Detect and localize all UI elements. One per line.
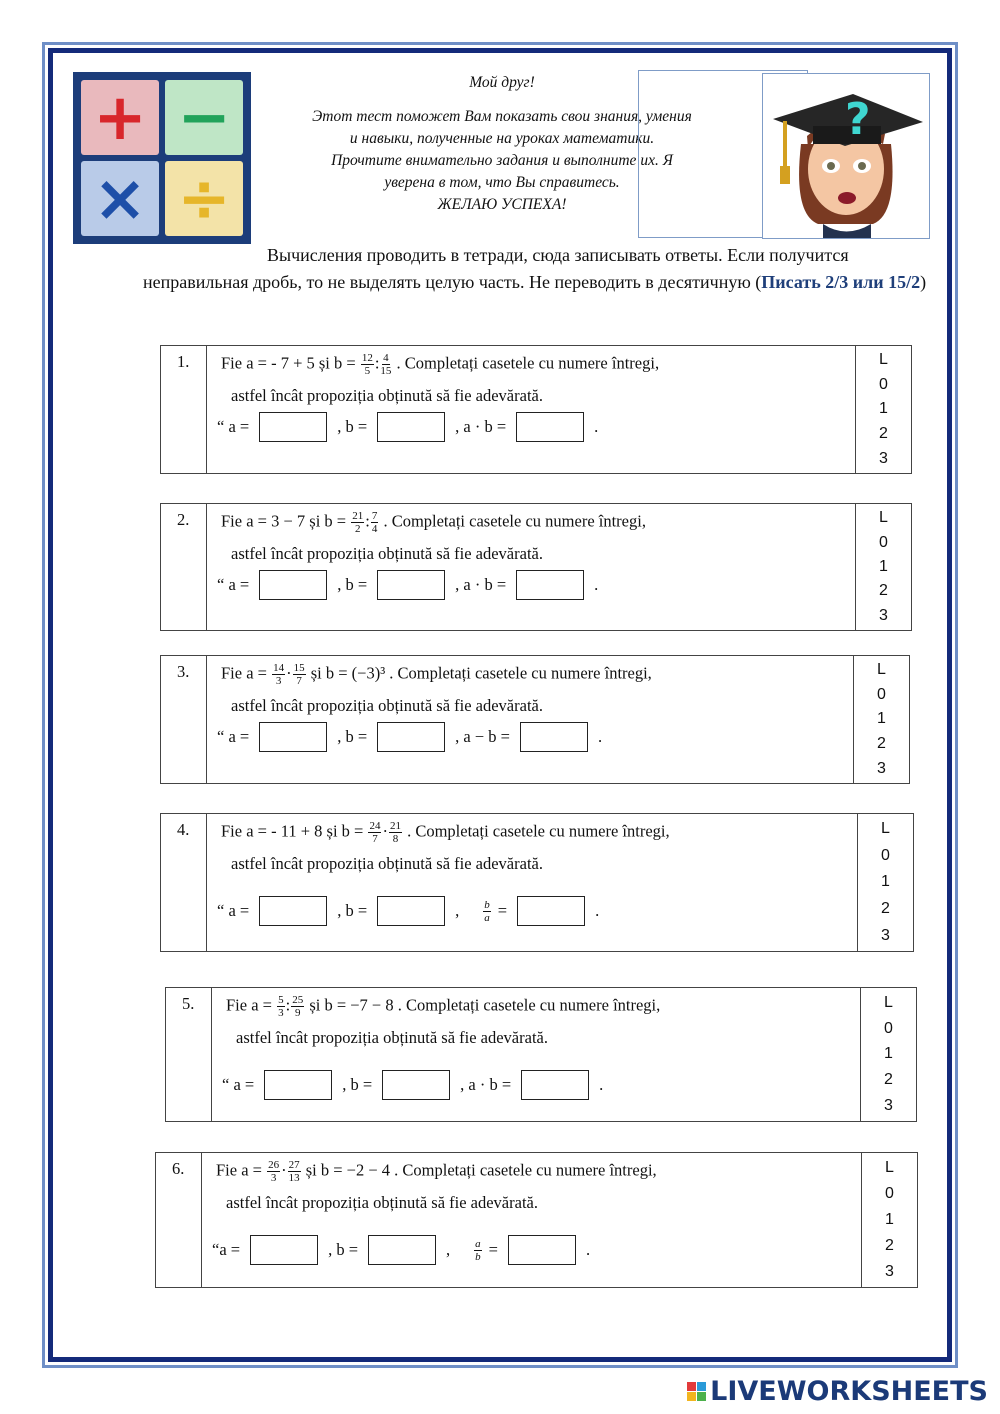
answer-box-a[interactable]: [250, 1235, 318, 1265]
problem-number: 1.: [161, 346, 207, 473]
message-line: и навыки, полученные на уроках математики.: [349, 130, 655, 147]
fraction: [351, 510, 364, 535]
answer-box-result[interactable]: [520, 722, 588, 752]
numerator: 21: [389, 820, 401, 832]
period: .: [594, 417, 599, 436]
equals-sign: =: [497, 901, 508, 920]
numerator: 15: [293, 662, 305, 674]
numerator: 24: [369, 820, 381, 832]
statement-text: Fie a = 3 − 7 și b =: [221, 511, 351, 531]
statement-text: ·: [281, 1160, 287, 1180]
statement-text: .: [402, 821, 416, 841]
statement-text: .: [379, 511, 392, 531]
period: .: [585, 1240, 591, 1259]
score-label[interactable]: 2: [879, 425, 888, 443]
fraction: [368, 820, 381, 845]
denominator: 3: [278, 1007, 284, 1019]
score-label[interactable]: 2: [885, 1237, 894, 1254]
times-icon: ×: [81, 161, 159, 236]
greeting-title: Мой друг!: [469, 74, 535, 91]
statement-text: ·: [382, 821, 388, 841]
answer-label: , a − b =: [455, 727, 510, 746]
score-label[interactable]: 1: [879, 400, 888, 418]
instructions: [143, 242, 933, 296]
score-column: [855, 504, 911, 630]
answer-box-a[interactable]: [259, 412, 327, 442]
answer-label: , b =: [337, 575, 368, 594]
denominator: b: [475, 1250, 481, 1263]
statement-text: ·: [286, 663, 292, 683]
score-label[interactable]: L: [881, 820, 890, 838]
numerator: 7: [371, 510, 378, 522]
problem-4: [160, 813, 914, 952]
denominator: 9: [294, 1007, 301, 1019]
problem-number: 2.: [161, 504, 207, 630]
problem-number: 6.: [156, 1153, 202, 1287]
message-line: уверена в том, что Вы справитесь.: [384, 174, 620, 191]
answer-box-a[interactable]: [259, 722, 327, 752]
score-label[interactable]: 2: [884, 1071, 893, 1089]
statement-text: :: [374, 353, 380, 373]
answer-label: “ a =: [217, 575, 250, 594]
statement-text: și b = −7 − 8 .: [305, 995, 406, 1015]
fraction: [380, 352, 391, 377]
statement-line2: astfel încât propoziția obținută să fie adevărată.: [236, 1028, 548, 1047]
period: .: [599, 1075, 604, 1094]
numerator: 12: [361, 352, 373, 364]
statement-text: Fie a =: [226, 995, 277, 1015]
answer-row: [217, 722, 602, 752]
score-label[interactable]: 2: [877, 735, 886, 753]
statement-text: Fie a = - 11 + 8 și b =: [221, 821, 368, 841]
answer-label: ,: [455, 901, 460, 920]
score-label[interactable]: L: [877, 661, 886, 679]
answer-box-result[interactable]: [516, 412, 584, 442]
answer-box-a[interactable]: [259, 896, 327, 926]
answer-row: [212, 1235, 590, 1265]
statement-text: și b = (−3)³ .: [306, 663, 398, 683]
statement-tail: Completați casetele cu numere întregi,: [397, 663, 652, 683]
fraction: [293, 662, 306, 687]
statement-text: Fie a = - 7 + 5 și b =: [221, 353, 360, 373]
fraction: [371, 510, 379, 535]
answer-box-a[interactable]: [259, 570, 327, 600]
statement-tail: Completați casetele cu numere întregi,: [405, 995, 661, 1015]
liveworksheets-icon: [687, 1382, 706, 1401]
fraction: [361, 352, 374, 377]
answer-box-b[interactable]: [377, 412, 445, 442]
message-line: Этот тест поможет Вам показать свои знания, умения: [312, 108, 692, 125]
score-column: [860, 988, 916, 1121]
answer-label: , b =: [337, 727, 368, 746]
score-label[interactable]: L: [885, 1159, 894, 1176]
problem-1: [160, 345, 912, 474]
problem-statement: [221, 662, 652, 687]
statement-line2: astfel încât propoziția obținută să fie adevărată.: [226, 1193, 538, 1212]
denominator: 2: [354, 523, 361, 535]
answer-label: , a · b =: [455, 575, 507, 594]
minus-icon: −: [165, 80, 243, 155]
graduate-avatar-icon: [763, 74, 929, 238]
statement-text: Fie a =: [221, 663, 272, 683]
problem-statement: [226, 994, 660, 1019]
fraction: [389, 820, 402, 845]
score-label[interactable]: 1: [877, 710, 886, 728]
statement-text: :: [365, 511, 370, 531]
denominator: 4: [371, 523, 378, 535]
answer-box-result[interactable]: [508, 1235, 576, 1265]
period: .: [594, 575, 599, 594]
instructions-end: ): [920, 272, 927, 292]
denominator: 13: [288, 1172, 300, 1184]
problem-number: 4.: [161, 814, 207, 951]
problem-statement: [216, 1159, 657, 1184]
numerator: a: [475, 1237, 481, 1250]
score-label[interactable]: 3: [877, 759, 886, 777]
statement-line2: astfel încât propoziția obținută să fie adevărată.: [231, 386, 543, 405]
message-line: ЖЕЛАЮ УСПЕХА!: [437, 196, 567, 213]
denominator: 3: [275, 675, 282, 687]
answer-row: [222, 1070, 603, 1100]
score-label[interactable]: L: [879, 509, 888, 527]
answer-label: “ a =: [217, 417, 250, 436]
message-line: Прочтите внимательно задания и выполните их. Я: [331, 152, 673, 169]
fraction: [267, 1159, 280, 1184]
answer-label: , b =: [328, 1240, 359, 1259]
numerator: 4: [383, 352, 389, 364]
answer-box-b[interactable]: [377, 896, 445, 926]
teacher-avatar: [762, 73, 930, 239]
score-column: [855, 346, 911, 473]
statement-tail: Completați casetele cu numere întregi,: [402, 1160, 657, 1180]
answer-box-b[interactable]: [368, 1235, 436, 1265]
problem-2: [160, 503, 912, 631]
numerator: 27: [288, 1159, 300, 1171]
score-label[interactable]: 2: [881, 900, 890, 918]
score-label[interactable]: L: [879, 351, 888, 369]
statement-line2: astfel încât propoziția obținută să fie adevărată.: [231, 544, 543, 563]
answer-label: , b =: [342, 1075, 373, 1094]
score-label[interactable]: 3: [879, 606, 888, 624]
answer-label: “ a =: [222, 1075, 255, 1094]
period: .: [595, 901, 600, 920]
plus-icon: +: [81, 80, 159, 155]
numerator: 5: [278, 994, 284, 1006]
problem-6: [155, 1152, 918, 1288]
problem-number: 5.: [166, 988, 212, 1121]
problem-statement: [221, 820, 670, 845]
statement-text: și b = −2 − 4 .: [301, 1160, 403, 1180]
score-column: [857, 814, 913, 951]
instructions-example: Писать 2/3 или 15/2: [761, 272, 921, 292]
score-label[interactable]: 3: [884, 1097, 893, 1115]
answer-box-b[interactable]: [382, 1070, 450, 1100]
answer-label: , b =: [337, 417, 368, 436]
answer-label: , a · b =: [455, 417, 507, 436]
answer-label: , a · b =: [460, 1075, 512, 1094]
liveworksheets-logo: [687, 1376, 988, 1407]
score-column: [861, 1153, 917, 1287]
numerator: 14: [273, 662, 285, 674]
numerator: 25: [292, 994, 304, 1006]
fraction: [272, 662, 285, 687]
equals-sign: =: [488, 1240, 498, 1259]
answer-label: ,: [446, 1240, 451, 1259]
answer-row: [217, 896, 599, 926]
denominator: 7: [296, 675, 302, 687]
statement-text: Fie a =: [216, 1160, 267, 1180]
svg-text:?: ?: [845, 94, 871, 145]
score-label[interactable]: L: [884, 993, 893, 1011]
statement-line2: astfel încât propoziția obținută să fie adevărată.: [231, 854, 543, 873]
math-operations-image: [73, 72, 251, 244]
score-label[interactable]: 3: [879, 449, 888, 467]
statement-text: :: [285, 995, 291, 1015]
period: .: [597, 727, 603, 746]
numerator: 21: [352, 510, 364, 522]
problem-statement: [221, 352, 659, 377]
denominator: 5: [364, 365, 371, 377]
score-label[interactable]: 1: [884, 1045, 893, 1063]
score-label[interactable]: 0: [881, 846, 890, 864]
denominator: 15: [380, 365, 392, 377]
answer-row: [217, 570, 598, 600]
statement-tail: Completați casetele cu numere întregi,: [404, 353, 660, 373]
divide-icon: ÷: [165, 161, 243, 236]
denominator: 8: [392, 833, 399, 845]
score-label[interactable]: 1: [881, 873, 890, 891]
brand-name: LIVEWORKSHEETS: [710, 1376, 988, 1407]
statement-tail: Completați casetele cu numere întregi,: [391, 511, 646, 531]
answer-label: “ a =: [217, 727, 250, 746]
answer-row: [217, 412, 598, 442]
fraction: [277, 994, 285, 1019]
problem-5: [165, 987, 917, 1122]
problem-statement: [221, 510, 646, 535]
statement-tail: Completați casetele cu numere întregi,: [415, 821, 670, 841]
statement-line2: astfel încât propoziția obținută să fie adevărată.: [231, 696, 543, 715]
instructions-text: Вычисления проводить в тетради, сюда записывать ответы. Если получится неправильная дробь, то не выделять целую часть. Не переводить в десятичную (: [143, 245, 849, 292]
answer-box-result[interactable]: [517, 896, 585, 926]
answer-box-b[interactable]: [377, 570, 445, 600]
score-label[interactable]: 1: [879, 557, 888, 575]
score-label[interactable]: 2: [879, 582, 888, 600]
numerator: 26: [268, 1159, 280, 1171]
answer-box-a[interactable]: [264, 1070, 332, 1100]
answer-label: “a =: [212, 1240, 241, 1259]
answer-box-result[interactable]: [521, 1070, 589, 1100]
answer-box-b[interactable]: [377, 722, 445, 752]
fraction: [288, 1159, 301, 1184]
fraction: [474, 1238, 482, 1263]
denominator: 3: [270, 1172, 277, 1184]
score-label[interactable]: 0: [877, 685, 886, 703]
statement-text: .: [392, 353, 405, 373]
score-label[interactable]: 0: [885, 1185, 894, 1202]
score-label[interactable]: 0: [879, 533, 888, 551]
problem-3: [160, 655, 910, 784]
score-label[interactable]: 3: [885, 1263, 894, 1280]
score-label[interactable]: 1: [885, 1211, 894, 1228]
answer-label: “ a =: [217, 901, 250, 920]
numerator: b: [484, 898, 490, 911]
score-label[interactable]: 3: [881, 926, 890, 944]
score-column: [853, 656, 909, 783]
denominator: a: [484, 911, 490, 924]
answer-label: , b =: [337, 901, 368, 920]
problem-number: 3.: [161, 656, 207, 783]
answer-box-result[interactable]: [516, 570, 584, 600]
score-label[interactable]: 0: [884, 1019, 893, 1037]
score-label[interactable]: 0: [879, 375, 888, 393]
fraction: [483, 899, 491, 924]
denominator: 7: [372, 833, 378, 845]
fraction: [291, 994, 304, 1019]
